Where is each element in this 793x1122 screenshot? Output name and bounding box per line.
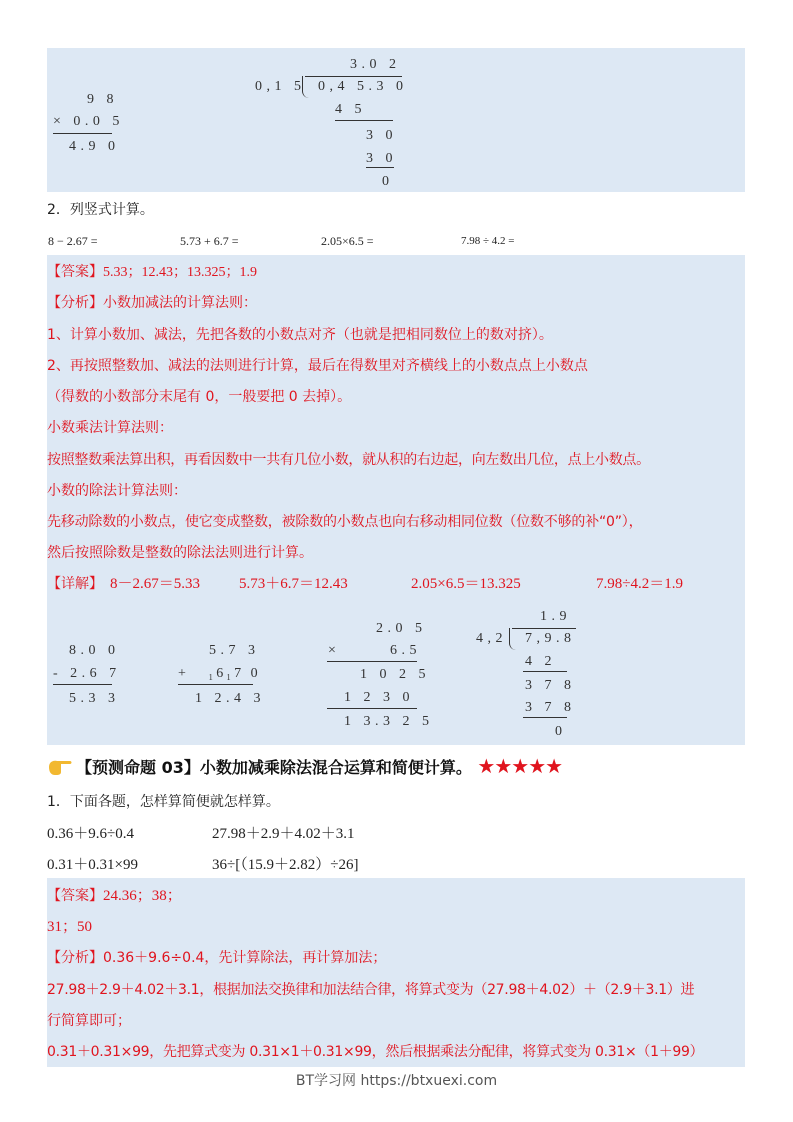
section-title — [76, 754, 562, 780]
answer-tag: 【答案】 — [47, 888, 103, 904]
div-remainder: 0 — [382, 174, 394, 189]
q2-analysis-line-3: （得数的小数部分末尾有 0，一般要把 0 去掉）。 — [47, 389, 352, 405]
answer-text: 5.33；12.43；13.325；1.9 — [103, 265, 257, 280]
q2-analysis-line-6: 小数的除法计算法则： — [47, 483, 187, 499]
div2-rule1 — [523, 671, 567, 672]
analysis-tag: 【分析】 — [47, 295, 103, 311]
q2-problem-1: 8 − 2.67 = — [48, 234, 98, 248]
q2-analysis-line-5: 按照整数乘法算出积，再看因数中一共有几位小数，就从积的右边起，向左数出几位，点上小数点。 — [47, 452, 650, 468]
mul-op: × — [328, 643, 341, 658]
div-step3: 3 0 — [366, 151, 397, 166]
add-result: 1 2.4 3 — [195, 691, 265, 706]
q1-analysis-line-3: 行简算即可； — [47, 1013, 131, 1029]
div2-divisor: 4,2 — [476, 631, 507, 646]
div2-remainder: 0 — [555, 724, 567, 739]
div2-quotient: 1.9 — [540, 609, 571, 624]
mult-line1: 9 8 — [87, 92, 118, 107]
detail-item-1: 8－2.67＝5.33 — [110, 576, 201, 592]
detail-item-4: 7.98÷4.2＝1.9 — [596, 576, 683, 592]
add-line2: + ₁6₁7 0 — [178, 666, 261, 681]
q1-analysis-line-4: 0.31＋0.31×99，先把算式变为 0.31×1＋0.31×99，然后根据乘法分配律，将算式变为 0.31×（1＋99） — [47, 1044, 704, 1060]
mul-rule1 — [327, 661, 417, 662]
div2-rule2 — [523, 717, 567, 718]
div-quotient: 3.0 2 — [350, 57, 401, 72]
mul-line1: 2.0 5 — [376, 621, 427, 636]
q1-problem-3: 0.31＋0.31×99 — [47, 857, 138, 873]
detail-item-2: 5.73＋6.7＝12.43 — [239, 576, 348, 592]
mul-partial2: 1 2 3 0 — [344, 690, 414, 705]
q2-problem-3: 2.05×6.5 = — [321, 234, 374, 248]
q1-answer — [47, 886, 182, 906]
analysis-title: 小数加减法的计算法则： — [103, 295, 257, 311]
div2-dividend: 7,9.8 — [525, 631, 576, 646]
q1-analysis-line-1 — [47, 948, 386, 968]
sub-rule — [53, 684, 112, 685]
analysis-tag: 【分析】 — [47, 950, 103, 966]
div-divisor: 0,1 5 — [255, 79, 306, 94]
q1-problem-4: 36÷[（15.9＋2.82）÷26] — [212, 857, 359, 873]
q2-problem-2: 5.73 + 6.7 = — [180, 234, 239, 248]
answer-tag: 【答案】 — [47, 264, 103, 280]
q1-problem-2: 27.98＋2.9＋4.02＋3.1 — [212, 826, 355, 842]
div-step2: 3 0 — [366, 128, 397, 143]
detail-tag: 【详解】 — [47, 576, 103, 592]
answer-line-2: 31；50 — [47, 919, 93, 935]
mul-line2: 6.5 — [390, 643, 421, 658]
difficulty-stars: ★★★★★ — [477, 754, 563, 778]
footer-watermark: BT学习网 https://btxuexi.com — [295, 1073, 498, 1089]
div2-step2: 3 7 8 — [525, 678, 576, 693]
analysis-text-1: 0.36＋9.6÷0.4，先计算除法，再计算加法； — [103, 950, 387, 966]
sub-result: 5.3 3 — [69, 691, 120, 706]
div2-top-rule — [512, 628, 576, 629]
q2-detail — [47, 574, 103, 594]
q2-answer — [47, 262, 257, 283]
div2-step1: 4 2 — [525, 654, 556, 669]
section-title-text: 【预测命题 03】小数加减乘除法混合运算和简便计算。 — [76, 758, 472, 777]
q2-analysis-line-1: 1、计算小数加、减法，先把各数的小数点对齐（也就是把相同数位上的数对挤）。 — [47, 327, 553, 343]
mult-rule — [53, 133, 112, 134]
q2-analysis-line-8: 然后按照除数是整数的除法法则进行计算。 — [47, 545, 313, 561]
answer-line-1: 24.36；38； — [103, 888, 182, 904]
mul-partial1: 1 0 2 5 — [360, 667, 430, 682]
div2-step3: 3 7 8 — [525, 700, 576, 715]
detail-item-3: 2.05×6.5＝13.325 — [411, 576, 521, 592]
mul-result: 1 3.3 2 5 — [344, 714, 434, 729]
q2-analysis-title — [47, 293, 257, 313]
q2-analysis-line-2: 2、再按照整数加、减法的法则进行计算，最后在得数里对齐横线上的小数点点上小数点 — [47, 358, 588, 374]
sub-line2: - 2.6 7 — [53, 666, 121, 681]
sub-line1: 8.0 0 — [69, 643, 120, 658]
q1-problem-1: 0.36＋9.6÷0.4 — [47, 826, 134, 842]
mult-result: 4.9 0 — [69, 139, 120, 154]
solution-box-q1 — [47, 878, 745, 1067]
div-top-rule — [305, 76, 402, 77]
div-rule2 — [366, 167, 394, 168]
q2-title: 2．列竖式计算。 — [47, 202, 154, 218]
add-line1: 5.7 3 — [209, 643, 260, 658]
div-dividend: 0,4 5.3 0 — [318, 79, 408, 94]
q2-problem-4: 7.98 ÷ 4.2 = — [461, 235, 515, 247]
div-step1: 4 5 — [335, 102, 366, 117]
pointing-hand-icon — [47, 755, 73, 777]
mul-rule2 — [327, 708, 417, 709]
q1-title: 1．下面各题，怎样算简便就怎样算。 — [47, 794, 280, 810]
q1-analysis-line-2: 27.98＋2.9＋4.02＋3.1，根据加法交换律和加法结合律，将算式变为（27.98＋4.02）＋（2.9＋3.1）进 — [47, 982, 695, 998]
div-rule1 — [335, 120, 393, 121]
q2-analysis-line-7: 先移动除数的小数点，使它变成整数，被除数的小数点也向右移动相同位数（位数不够的补“0”）， — [47, 514, 643, 530]
add-rule — [178, 684, 253, 685]
q2-analysis-line-4: 小数乘法计算法则： — [47, 420, 173, 436]
div2-bracket — [509, 628, 516, 650]
mult-line2: × 0.0 5 — [53, 114, 124, 129]
